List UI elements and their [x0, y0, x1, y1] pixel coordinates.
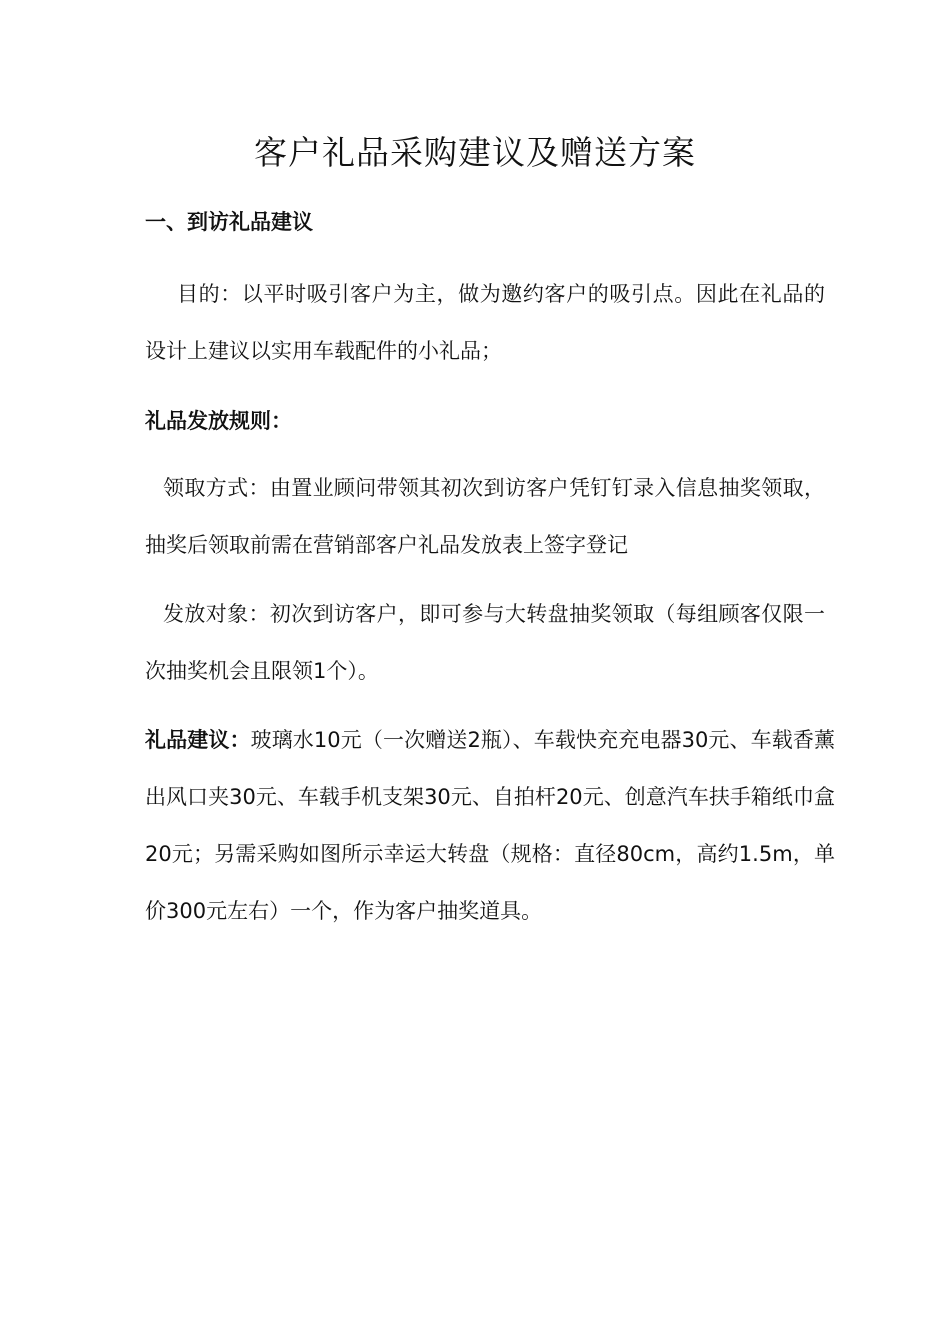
gift-suggestion-label: 礼品建议： [145, 728, 251, 752]
gift-suggestion-text: 玻璃水10元（一次赠送2瓶）、车载快充充电器30元、车载香薰出风口夹30元、车载手机支架30元、自拍杆20元、创意汽车扶手箱纸巾盒20元；另需采购如图所示幸运大转盘（规格：直径80cm，高约1.5m，单价300元左右）一个，作为客户抽奖道具。 [145, 728, 835, 923]
section-heading-visit-gifts: 一、到访礼品建议 [145, 210, 313, 234]
collection-method-paragraph: 领取方式：由置业顾问带领其初次到访客户凭钉钉录入信息抽奖领取，抽奖后领取前需在营销部客户礼品发放表上签字登记 [145, 476, 825, 557]
purpose-paragraph: 目的：以平时吸引客户为主，做为邀约客户的吸引点。因此在礼品的设计上建议以实用车载配件的小礼品； [145, 282, 825, 363]
rules-heading: 礼品发放规则： [145, 409, 292, 433]
gift-suggestion-paragraph [145, 712, 835, 940]
distribution-target-paragraph: 发放对象：初次到访客户，即可参与大转盘抽奖领取（每组顾客仅限一次抽奖机会且限领1个）。 [145, 602, 825, 683]
document-title: 客户礼品采购建议及赠送方案 [254, 133, 696, 172]
